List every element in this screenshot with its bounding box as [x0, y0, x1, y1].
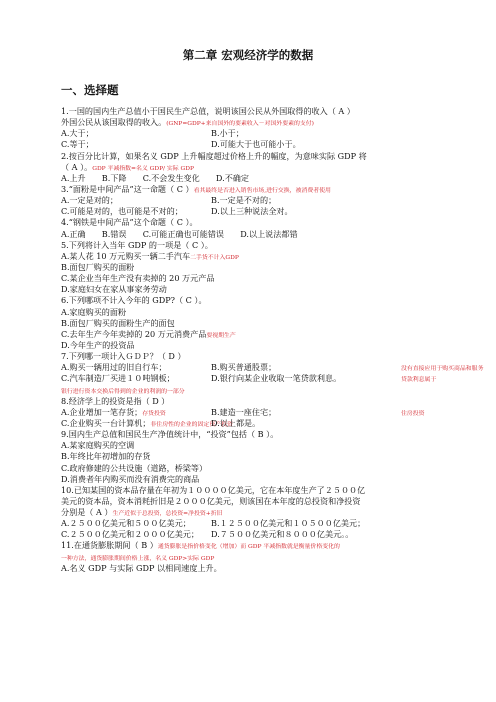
- text-line: [61, 106, 442, 117]
- option-left: C.可能是对的，也可能是不对的；: [61, 206, 183, 217]
- line-text: 9.国内生产总值和国民生产净值统计中，“投资”包括（ B ）。: [61, 429, 279, 440]
- text-line: [61, 440, 442, 451]
- line-text: 3.“面粉是中间产品”这一命题（ C ）: [61, 183, 194, 194]
- annotation-note: (GNP=GDP+来自国外的要素收入－对国外要素的支付): [166, 121, 314, 128]
- section-title: 一、选择题: [61, 83, 119, 97]
- annotation-note: 贷款利息属于: [401, 377, 437, 384]
- line-text: 5.下列将计入当年 GDP 的一项是（ C ）。: [61, 239, 213, 250]
- option-left: C.汽车制造厂买进１０吨钢板；: [61, 373, 175, 384]
- text-line: [61, 362, 484, 373]
- text-line: [61, 195, 442, 206]
- option-right: B.购买普通股票；: [211, 362, 277, 373]
- text-line: [61, 284, 442, 295]
- line-text: A.某人花 10 万元购买一辆二手汽车: [61, 250, 191, 261]
- option-left: A.２５００亿美元和５００亿美元；: [61, 518, 191, 529]
- annotation-note: 住房投资: [401, 410, 425, 417]
- text-line: [61, 496, 442, 507]
- option-left: A.大于；: [61, 128, 94, 139]
- text-line: [61, 463, 442, 474]
- text-line: [61, 273, 442, 284]
- annotation-note: 要视期生产: [206, 332, 236, 339]
- line-text: 4.“钢铁是中间产品”这个命题（ C ）。: [61, 217, 198, 228]
- text-line: [61, 240, 442, 251]
- option-right: D.银行向某企业收取一笔贷款利息。: [211, 373, 342, 384]
- line-text: C.去年生产今年卖掉的 20 万元消费产品: [61, 328, 207, 339]
- line-text: B.面包厂购买的面粉: [61, 261, 135, 272]
- text-line: [61, 418, 442, 429]
- option-left: A.企业增加一笔存货；存货投资: [61, 406, 166, 417]
- annotation-note: 非住房性的企业的固定资产投资: [150, 421, 233, 428]
- question-list: [61, 106, 484, 574]
- line-text: B.年终比年初增加的存货: [61, 451, 151, 462]
- option-left: A.一定是对的；: [61, 195, 118, 206]
- text-line: [61, 251, 442, 262]
- text-line: [61, 151, 442, 162]
- text-line: [61, 229, 442, 240]
- line-text: 7.下列哪一项计入ＧＤＰ？（ D ）: [61, 351, 186, 362]
- line-text: 6.下列哪项不计入今年的 GDP?（ C ）。: [61, 295, 207, 306]
- annotation-note: 通货膨胀是指价格变化（增加）而 GDP 平减指数就是衡量价格变化的: [157, 544, 340, 551]
- annotation-note: 一种方法，通货膨胀期间价格上涨，名义 GDP>实际 GDP: [61, 555, 215, 562]
- line-text: A.某家庭购买的空调: [61, 440, 135, 451]
- line-text: D.今年生产的投资品: [61, 339, 135, 350]
- text-line: [61, 162, 442, 173]
- option-left: C.２５００亿美元和２０００亿美元；: [61, 529, 199, 540]
- text-line: [61, 563, 442, 574]
- line-text: 2.按百分比计算，如果名义 GDP 上升幅度超过价格上升的幅度，为意味实际 GDP 将: [61, 150, 367, 161]
- line-text: D.家庭妇女在家从事家务劳动: [61, 284, 167, 295]
- option-left: C.等于；: [61, 139, 94, 150]
- annotation-note: 生产近似于总投资，总投资=净投资+折旧: [112, 511, 223, 518]
- text-line: [61, 451, 442, 462]
- text-line: [61, 117, 442, 128]
- option-left: C.企业购买一台计算机；非住房性的企业的固定资产投资: [61, 417, 233, 428]
- chapter-title: 第二章 宏观经济学的数据: [182, 48, 314, 62]
- text-line: [61, 307, 442, 318]
- line-text: 1.一国的国内生产总值小于国民生产总值，说明该国公民从外国取得的收入（ A ）: [61, 106, 355, 116]
- option-right: D.以上都是。: [211, 417, 261, 428]
- text-line: [61, 407, 442, 418]
- option-right: B.小于；: [211, 128, 244, 139]
- line-text: B.面包厂购买的面粉生产的面包: [61, 317, 175, 328]
- text-line: [61, 128, 442, 139]
- text-line: [61, 139, 442, 150]
- line-text: 美元的资本品，资本消耗折旧是２０００亿美元，则该国在本年度的总投资和净投资: [61, 495, 361, 506]
- line-text: D.消费者年内购买而没有消费完的商品: [61, 473, 200, 484]
- option-right: B.１２５００亿美元和１０５００亿美元；: [211, 518, 366, 529]
- text-line: [61, 485, 442, 496]
- line-text: A.正确 B.错误 C.可能正确也可能错误 D.以上说法都错: [61, 228, 298, 239]
- line-text: 外国公民从该国取得的收入。: [61, 117, 167, 128]
- annotation-note: 银行进行资本交换后得到的企业的利润的一部分: [61, 388, 185, 395]
- line-text: A.名义 GDP 与实际 GDP 以相同速度上升。: [61, 562, 222, 573]
- text-line: [61, 373, 442, 384]
- option-left: A.购买一辆用过的旧自行车；: [61, 362, 167, 373]
- option-right: B.一定是不对的；: [211, 195, 277, 206]
- annotation-note: 存货投资: [142, 410, 166, 417]
- option-right: B.建造一座住宅；: [211, 406, 277, 417]
- text-line: [61, 429, 442, 440]
- text-line: [61, 318, 442, 329]
- text-line: [61, 474, 442, 485]
- text-line: [61, 329, 442, 340]
- text-line: [61, 217, 442, 228]
- text-line: [61, 529, 442, 540]
- text-line: [61, 351, 442, 362]
- line-text: C.政府修建的公共设施（道路，桥梁等）: [61, 462, 208, 473]
- option-right: D.以上三种说法全对。: [211, 206, 293, 217]
- text-line: [61, 184, 442, 195]
- text-line: [61, 173, 442, 184]
- line-text: A.上升 B.下降 C.不会发生变化 D.不确定: [61, 172, 249, 183]
- line-text: 10.已知某国的资本品存量在年初为１００００亿美元，它在本年度生产了２５００亿: [61, 484, 366, 495]
- text-line: [61, 518, 442, 529]
- annotation-note: 看其最终是否进入销售市场,进行交换，被消费者使用: [193, 187, 331, 194]
- line-text: 8.经济学上的投资是指（ D ）: [61, 395, 170, 406]
- annotation-note: GDP 平减指数=名义 GDP/ 实际 GDP: [92, 165, 194, 172]
- text-line: [61, 552, 442, 563]
- text-line: [61, 540, 442, 551]
- option-right: D.可能大于也可能小于。: [211, 139, 301, 150]
- text-line: [61, 295, 442, 306]
- text-line: [61, 340, 442, 351]
- line-text: 11.在通货膨胀期间（ B ）: [61, 540, 158, 551]
- line-text: A.家庭购买的面粉: [61, 306, 127, 317]
- annotation-note: 没有直接应用于购买商品和服务: [401, 366, 484, 373]
- text-line: [61, 206, 442, 217]
- line-text: C.某企业当年生产没有卖掉的 20 万元产品: [61, 273, 215, 284]
- line-text: （ A ）。: [61, 161, 93, 172]
- text-line: [61, 262, 442, 273]
- text-line: [61, 385, 442, 396]
- option-right: D.７５００亿美元和８０００亿美元。。: [211, 529, 354, 540]
- annotation-note: 二手货不计入GDP: [190, 254, 239, 261]
- text-line: [61, 507, 442, 518]
- text-line: [61, 396, 442, 407]
- line-text: 分别是（ A ）: [61, 507, 113, 518]
